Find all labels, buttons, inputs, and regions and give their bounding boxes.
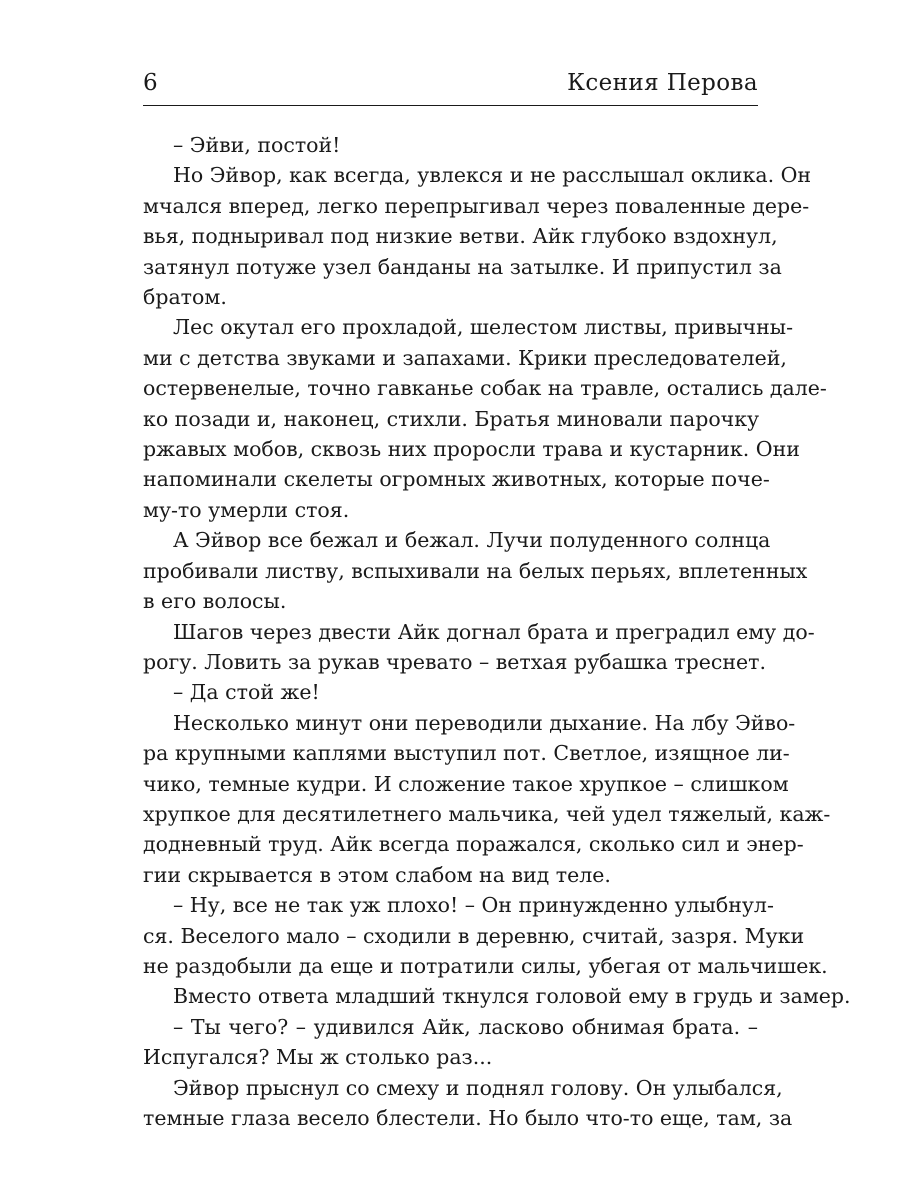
text-line: ся. Веселого мало – сходили в деревню, считай, зазря. Муки [143,923,805,948]
text-line: в его волосы. [143,589,287,614]
text-line: хрупкое для десятилетнего мальчика, чей удел тяжелый, каж- [143,801,831,826]
text-line: Вместо ответа младший ткнулся головой ему в грудь и замер. [173,984,851,1009]
text-line: ржавых мобов, сквозь них проросли трава и кустарник. Они [143,437,800,462]
text-line: не раздобыли да еще и потратили силы, убегая от мальчишек. [143,953,828,978]
text-line: Испугался? Мы ж столько раз... [143,1045,493,1070]
text-line: затянул потуже узел банданы на затылке. И припустил за [143,254,782,279]
text-line: – Ну, все не так уж плохо! – Он принужденно улыбнул- [173,893,774,918]
text-line: Шагов через двести Айк догнал брата и преградил ему до- [173,619,815,644]
page-number: 6 [143,70,158,96]
text-line: остервенелые, точно гавканье собак на травле, остались дале- [143,376,827,401]
text-line: братом. [143,285,227,310]
text-line: напоминали скелеты огромных животных, которые поче- [143,467,770,492]
text-line: – Эйви, постой! [173,133,341,157]
text-line: пробивали листву, вспыхивали на белых перьях, вплетенных [143,558,808,583]
page-header [143,68,758,100]
text-line: ко позади и, наконец, стихли. Братья миновали парочку [143,406,760,431]
text-line: му-то умерли стоя. [143,497,350,522]
text-line: Несколько минут они переводили дыхание. На лбу Эйво- [173,710,796,735]
text-line: ра крупными каплями выступил пот. Светлое, изящное ли- [143,741,790,766]
text-line: – Ты чего? – удивился Айк, ласково обнимая брата. – [173,1014,758,1039]
text-line: гии скрывается в этом слабом на вид теле. [143,862,611,887]
text-line: А Эйвор все бежал и бежал. Лучи полуденного солнца [173,528,771,553]
text-line: Лес окутал его прохладой, шелестом листвы, привычны- [173,315,794,340]
running-head-author: Ксения Перова [567,70,758,96]
text-line: рогу. Ловить за рукав чревато – ветхая рубашка треснет. [143,649,767,674]
text-line: Но Эйвор, как всегда, увлекся и не расслышал оклика. Он [173,163,812,188]
text-line: мчался вперед, легко перепрыгивал через поваленные дере- [143,193,810,218]
text-line: чико, темные кудри. И сложение такое хрупкое – слишком [143,771,789,796]
text-line: вья, подныривал под низкие ветви. Айк глубоко вздохнул, [143,224,778,249]
text-line: Эйвор прыснул со смеху и поднял голову. Он улыбался, [173,1075,783,1100]
text-line: – Да стой же! [173,680,320,705]
header-rule [143,105,758,106]
text-line: ми с детства звуками и запахами. Крики преследователей, [143,345,787,370]
text-line: додневный труд. Айк всегда поражался, сколько сил и энер- [143,832,804,857]
text-line: темные глаза весело блестели. Но было что-то еще, там, за [143,1106,793,1130]
text-body [143,130,851,1133]
